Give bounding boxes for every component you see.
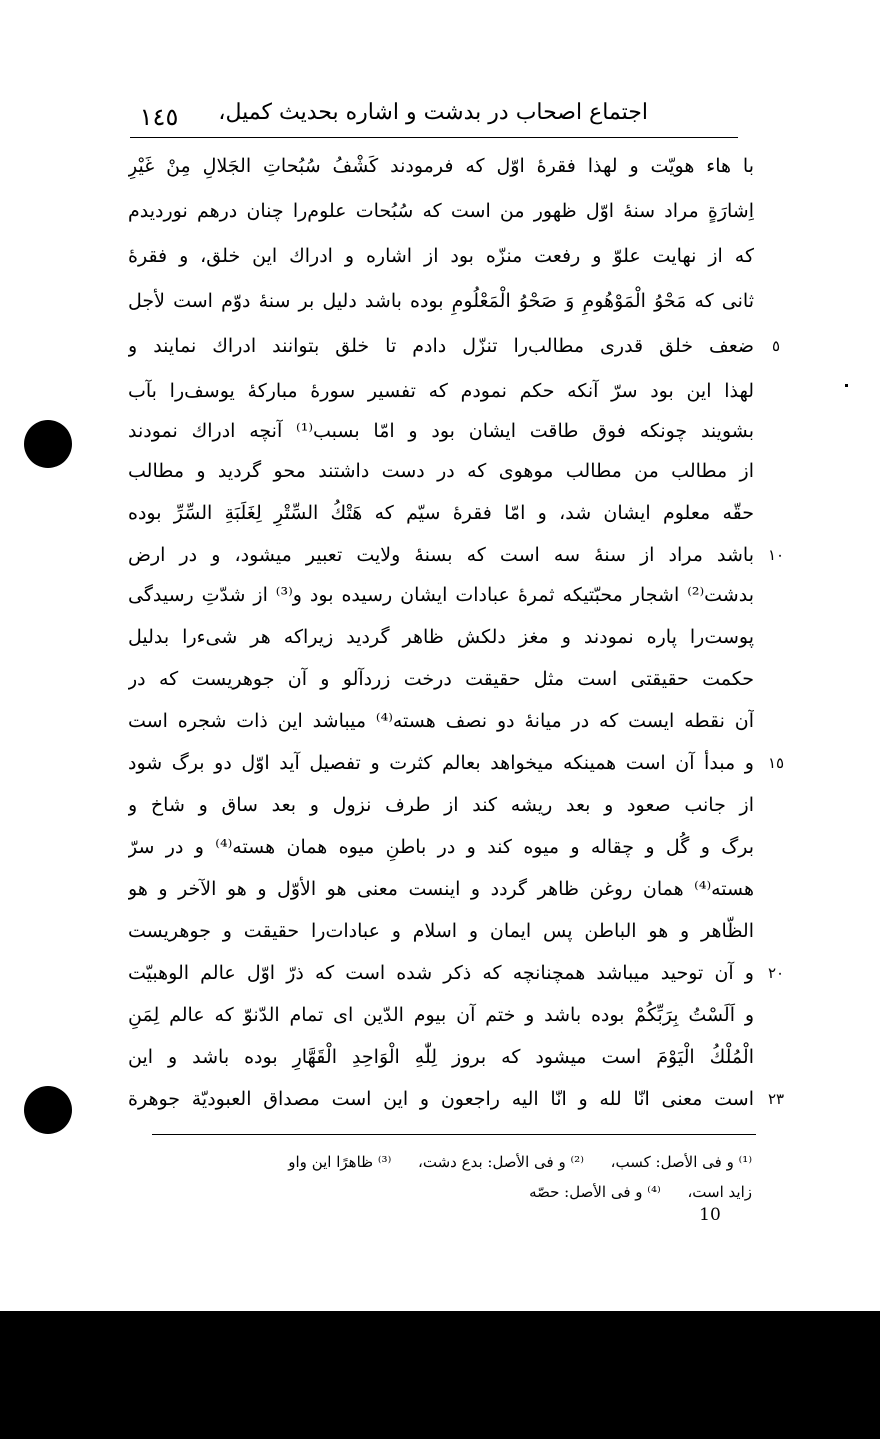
body-line: و آن توحید میباشد همچنانچه که ذکر شده است که ذرّ اوّل عالم الوهبیّت [128,962,754,984]
line-number-5: ٥ [771,337,781,355]
footnote-line-2 [134,1176,752,1208]
body-line: آن نقطه ایست که در میانهٔ دو نصف هسته⁽⁴⁾ میباشد این ذات شجره است [128,710,754,732]
body-line: با هاء هویّت و لهذا فقرهٔ اوّل که فرمودند کَشْفُ سُبُحاتِ الجَلالِ مِنْ غَیْرِ [128,155,754,177]
body-line: حقّه معلوم ایشان شد، و امّا فقرهٔ سیّم که هَتْكُ السِّتْرِ لِغَلَبَةِ السِّرِّ بوده [128,502,754,524]
body-line: باشد مراد از سنهٔ سه است که بسنهٔ ولایت تعبیر میشود، و در ارض [128,544,754,566]
running-header-title: اجتماع اصحاب در بدشت و اشاره بحدیث کمیل، [218,100,648,125]
body-line: و اَلَسْتُ بِرَبِّکُمْ بوده باشد و ختم آن بیوم الدّین ای تمام الدّنوّ که عالم لِمَنِ [128,1004,754,1026]
body-line: و مبدأ آن است همینکه میخواهد بعالم کثرت و تفصیل آید اوّل دو برگ شود [128,752,754,774]
body-line: از مطالب من مطالب موهوی که در دست داشتند محو گردید و مطالب [128,460,754,482]
body-line: لهذا این بود سرّ آنکه حکم نمودم که تفسیر سورهٔ مبارکهٔ یوسف‌را بآب [128,380,754,402]
body-line: الظّاهر و هو الباطن پس ایمان و اسلام و عبادات‌را حقیقت و جوهریست [128,920,754,942]
line-number-23: ٢٣ [767,1090,785,1108]
footnote-line-1 [134,1146,752,1178]
footnote-3-cont: زاید است، [687,1183,752,1201]
line-number-10: ١٠ [767,546,785,564]
body-line: ثانی که مَحْوُ الْمَوْهُومِ وَ صَحْوُ الْمَعْلُومِ بوده باشد دلیل بر سنهٔ دوّم است لأجل [128,290,754,312]
binder-hole-top [24,420,72,468]
footnote-1: ⁽¹⁾ و فی الأصل: کسب، [610,1153,752,1171]
body-line: بدشت⁽²⁾ اشجار محبّتیکه ثمرهٔ عبادات ایشان رسیده بود و⁽³⁾ از شدّتِ رسیدگی [128,584,754,606]
printer-signature: 10 [699,1205,721,1225]
body-line: بشویند چونکه فوق طاقت ایشان بود و امّا بسبب⁽¹⁾ آنچه ادراك نمودند [128,420,754,442]
body-line: که از نهایت علوّ و رفعت منزّه بود از اشاره و ادراك این خلق، و فقرهٔ [128,245,754,267]
body-line: الْمُلْكُ الْیَوْمَ است میشود که بروز لِلّٰهِ الْوَاحِدِ الْقَهَّارِ بوده باشد و این [128,1046,754,1068]
body-line: است معنی انّا لله و انّا الیه راجعون و این است مصداق العبودیّة جوهرة [128,1088,754,1110]
footnote-4: ⁽⁴⁾ و فی الأصل: حصّه [529,1183,661,1201]
body-line: اِشارَةٍ مراد سنهٔ اوّل ظهور من است که سُبُحات علوم‌را چنان درهم نوردیدم [128,200,754,222]
body-line: ضعف خلق قدری مطالب‌را تنزّل دادم تا خلق بتوانند ادراك نمایند و [128,335,754,357]
footnote-rule [152,1134,756,1135]
page-number: ۱٤٥ [139,103,179,131]
body-line: از جانب صعود و بعد ریشه کند از طرف نزول و بعد ساق و شاخ و [128,794,754,816]
footnote-2: ⁽²⁾ و فی الأصل: بدع دشت، [418,1153,584,1171]
footnote-3: ⁽³⁾ ظاهرًا این واو [288,1153,392,1171]
body-line: حکمت حقیقتی است مثل حقیقت درخت زردآلو و آن جوهریست که در [128,668,754,690]
line-number-15: ١٥ [767,754,785,772]
body-line: پوست‌را پاره نمودند و مغز دلکش ظاهر گردید زیراکه هر شیء‌را بدلیل [128,626,754,648]
body-line: برگ و گُل و چقاله و میوه کند و در باطنِ میوه همان هسته⁽⁴⁾ و در سرّ [128,836,754,858]
binder-hole-bottom [24,1086,72,1134]
line-number-20: ٢٠ [767,964,785,982]
scan-speck [845,384,848,387]
body-line: هسته⁽⁴⁾ همان روغن ظاهر گردد و اینست معنی هو الأوّل و هو الآخر و هو [128,878,754,900]
header-rule [130,137,738,138]
